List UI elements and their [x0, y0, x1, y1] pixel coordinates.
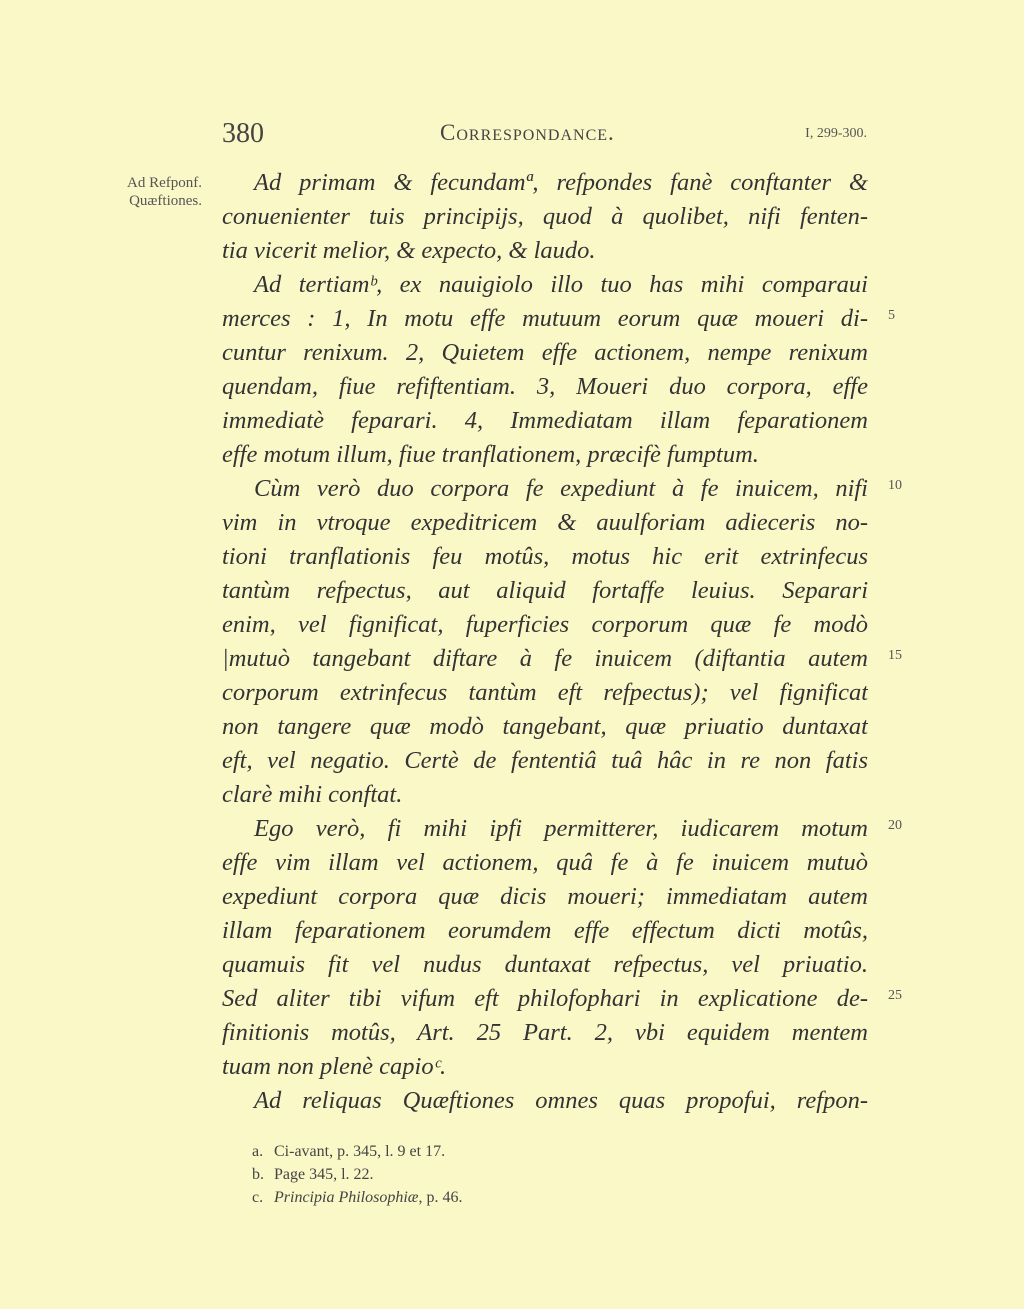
text-line: tantùm refpectus, aut aliquid fortaffe leuius. Separari [222, 577, 868, 604]
text-line: non tangere quæ modò tangebant, quæ priuatio duntaxat [222, 713, 868, 740]
text-line: eft, vel negatio. Certè de fententiâ tuâ hâc in re non fatis [222, 747, 868, 774]
footnote-text: , p. 46. [418, 1189, 463, 1206]
line-number: 15 [888, 648, 902, 663]
footnote [252, 1163, 812, 1186]
text-line: tioni tranflationis feu motûs, motus hic erit extrinfecus [222, 543, 868, 570]
section-title: Correspondance. [440, 120, 615, 145]
footnotes [252, 1140, 812, 1209]
reference-range: I, 299-300. [805, 126, 867, 141]
text-line: |mutuò tangebant diftare à fe inuicem (diftantia autem [222, 645, 868, 672]
footnote [252, 1140, 812, 1163]
text-line: Cùm verò duo corpora fe expediunt à fe inuicem, nifi [254, 475, 868, 502]
text-line: merces : 1, In motu effe mutuum eorum quæ moueri di- [222, 305, 868, 332]
text-line: tia vicerit melior, & expecto, & laudo. [222, 237, 596, 264]
text-line: conuenienter tuis principijs, quod à quolibet, nifi fenten- [222, 203, 868, 230]
text-line: Ego verò, fi mihi ipfi permitterer, iudicarem motum [254, 815, 868, 842]
footnote-text: Page 345, l. 22. [274, 1166, 374, 1183]
text-line: Ad tertiamᵇ, ex nauigiolo illo tuo has mihi comparaui [254, 271, 868, 298]
margin-note-line: Ad Refponf. [127, 175, 202, 191]
margin-note [82, 174, 202, 210]
text-line: effe vim illam vel actionem, quâ fe à fe inuicem mutuò [222, 849, 868, 876]
text-line: Ad primam & fecundamª, refpondes fanè conftanter & [254, 169, 868, 196]
line-number: 20 [888, 818, 902, 833]
line-number: 10 [888, 478, 902, 493]
text-line: Sed aliter tibi vifum eft philofophari in explicatione de- [222, 985, 868, 1012]
margin-note-line: Quæftiones. [129, 193, 202, 209]
text-line: tuam non plenè capioᶜ. [222, 1053, 447, 1080]
running-head [222, 118, 867, 158]
text-line: clarè mihi conftat. [222, 781, 403, 808]
footnote-marker: b. [252, 1166, 264, 1183]
footnote-marker: c. [252, 1189, 264, 1206]
footnote-text: Ci-avant, p. 345, l. 9 et 17. [274, 1143, 446, 1160]
text-line: cuntur renixum. 2, Quietem effe actionem, nempe renixum [222, 339, 868, 366]
text-line: quamuis fit vel nudus duntaxat refpectus, vel priuatio. [222, 951, 868, 978]
text-line: illam feparationem eorumdem effe effectum dicti motûs, [222, 917, 868, 944]
text-line: vim in vtroque expeditricem & auulforiam adieceris no- [222, 509, 868, 536]
footnote [252, 1186, 812, 1209]
text-line: Ad reliquas Quæftiones omnes quas propofui, refpon- [254, 1087, 868, 1114]
text-line: effe motum illum, fiue tranflationem, præcifè fumptum. [222, 441, 759, 468]
footnote-marker: a. [252, 1143, 264, 1160]
text-line: immediatè feparari. 4, Immediatam illam feparationem [222, 407, 868, 434]
text-line: corporum extrinfecus tantùm eft refpectus); vel fignificat [222, 679, 868, 706]
line-number: 25 [888, 988, 902, 1003]
text-line: quendam, fiue refiftentiam. 3, Moueri duo corpora, effe [222, 373, 868, 400]
page-number: 380 [222, 118, 264, 149]
line-number: 5 [888, 308, 895, 323]
footnote-title: Principia Philosophiæ [274, 1189, 419, 1206]
letter-body [222, 166, 868, 1118]
text-line: finitionis motûs, Art. 25 Part. 2, vbi equidem mentem [222, 1019, 868, 1046]
text-line: enim, vel fignificat, fuperficies corporum quæ fe modò [222, 611, 868, 638]
text-line: expediunt corpora quæ dicis moueri; immediatam autem [222, 883, 868, 910]
